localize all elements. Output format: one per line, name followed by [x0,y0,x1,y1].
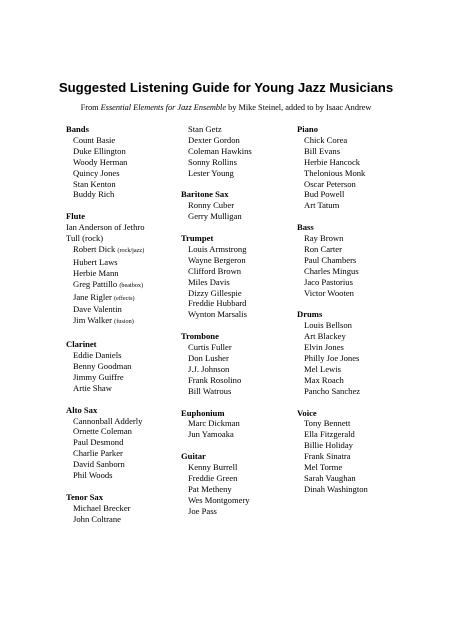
style-note: (effects) [114,294,135,302]
musician-name: Art Blackey [304,331,346,342]
musician-entry [66,135,172,146]
musician-entry [297,189,407,200]
musician-name: Elvin Jones [304,342,344,353]
musician-entry [66,470,172,481]
musician-entry [66,189,172,200]
musician-entry [66,146,172,157]
musician-name: Bud Powell [304,189,345,200]
musician-name: Oscar Peterson [304,178,356,189]
musician-name: Ray Brown [304,233,344,244]
musician-name: Marc Dickman [188,418,240,429]
section-heading: Trumpet [181,233,214,244]
musician-name: Billie Holiday [304,440,353,451]
musician-name: Thelonious Monk [304,167,366,178]
musician-name: Charlie Parker [73,448,123,459]
musician-name: Charles Mingus [304,265,359,276]
section-spacer [66,394,172,405]
musician-entry [297,473,407,484]
musician-name: Jim Walker [73,315,113,326]
musician-name: Woody Herman [73,156,128,167]
musician-entry [297,233,407,244]
section-spacer [181,179,285,190]
musician-entry [181,277,285,288]
musician-entry [297,462,407,473]
musician-entry [297,157,407,168]
musician-entry [297,331,407,342]
musician-entry [297,266,407,277]
subtitle-book-title: Essential Elements for Jazz Ensemble [100,103,227,112]
musician-entry [66,244,172,257]
musician-name: Jun Yamoaka [188,429,234,440]
musician-entry [66,179,172,190]
musician-name: Wes Montgomery [188,494,250,505]
musician-entry [66,350,172,361]
musician-entry [181,244,285,255]
musician-entry [66,268,172,279]
musician-name: David Sanborn [73,459,125,470]
section-spacer [297,397,407,408]
musician-entry [181,353,285,364]
musician-name: Herbie Mann [73,267,119,278]
musician-name: Philly Joe Jones [304,353,360,363]
musician-entry [181,255,285,266]
musician-name: Paul Desmond [73,437,124,448]
musician-entry [181,157,285,168]
musician-name: Benny Goodman [73,361,132,371]
musician-entry [297,484,407,495]
section-trumpet [181,233,285,320]
section-heading: Euphonium [181,407,225,418]
musician-entry [66,416,172,427]
musician-entry [297,364,407,375]
musician-name: Ornette Coleman [73,426,132,437]
musician-entry [297,440,407,451]
musician-name: Kenny Burrell [188,462,238,473]
musician-entry [181,342,285,353]
musician-name: Hubert Laws [73,256,118,267]
musician-entry [181,364,285,375]
section-voice [297,408,407,495]
musician-name: Jane Rigler [73,291,112,302]
musician-entry [66,168,172,179]
section-spacer [66,200,172,211]
musician-name: Mel Torme [304,462,343,473]
musician-name: Wayne Bergeron [188,254,246,265]
musician-name: Mel Lewis [304,363,341,374]
section-bands [66,124,172,200]
section-heading: Voice [297,407,317,418]
musician-name: Duke Ellington [73,145,126,156]
musician-name: Max Roach [304,374,344,385]
musician-name: Ron Carter [304,243,342,254]
musician-entry [181,462,285,473]
musician-name: Michael Brecker [73,502,131,513]
musician-entry [181,484,285,495]
section-euphonium [181,408,285,441]
musician-entry [66,383,172,394]
musician-name: Louis Bellson [304,320,352,331]
musician-entry [297,451,407,462]
musician-entry [181,266,285,277]
musician-entry [66,459,172,470]
musician-entry [297,288,407,299]
section-spacer [181,320,285,331]
musician-name: Pancho Sanchez [304,385,361,396]
musician-name: Ella Fitzgerald [304,429,355,440]
musician-entry [66,448,172,459]
musician-entry [181,418,285,429]
musician-name: Jimmy Guiffre [73,371,124,382]
musician-name: Count Basie [73,134,116,145]
section-heading: Drums [297,309,323,320]
subtitle-prefix: From [80,103,101,112]
musician-entry [297,244,407,255]
column-3 [297,124,407,495]
section-spacer [297,298,407,309]
musician-entry [297,277,407,288]
section-heading: Trombone [181,331,219,342]
musician-name: Dave Valentin [73,304,122,315]
musician-entry [297,320,407,331]
style-note: (rock/jazz) [117,246,145,254]
section-heading: Clarinet [66,339,97,350]
musician-entry [181,473,285,484]
musician-name: Phil Woods [73,470,113,481]
musician-name: Sonny Rollins [188,156,237,167]
section-heading: Piano [297,124,319,134]
musician-name: Art Tatum [304,200,340,211]
musician-entry [297,200,407,211]
musician-entry [297,168,407,179]
musician-name: Herbie Hancock [304,156,361,167]
musician-entry [297,353,407,364]
musician-entry [66,257,172,268]
musician-entry [181,135,285,146]
musician-name: Cannonball Adderly [73,415,143,426]
section-heading: Bass [297,222,314,233]
musician-entry [297,342,407,353]
musician-name: Victor Wooten [304,287,354,298]
musician-name: Bill Watrous [188,385,232,396]
section-spacer [181,440,285,451]
musician-entry [181,124,285,135]
musician-entry [181,309,285,320]
musician-name: John Coltrane [73,513,121,524]
musician-name: Chick Corea [304,134,348,145]
musician-entry [297,375,407,386]
musician-name: Stan Getz [188,124,222,134]
musician-entry [181,168,285,179]
subtitle-suffix: by Mike Steinel, added to by Isaac Andrew [226,103,372,112]
musician-name: Eddie Daniels [73,350,122,361]
musician-entry [66,437,172,448]
style-note: (beatbox) [119,281,144,289]
musician-entry [181,506,285,517]
musician-entry [181,146,285,157]
musician-name: Coleman Hawkins [188,145,252,156]
musician-name: Curtis Fuller [188,342,232,353]
musician-name: Freddie Hubbard [188,298,247,309]
musician-entry [297,418,407,429]
musician-name: Miles Davis [188,276,230,287]
musician-name: Don Lusher [188,352,229,363]
musician-name: Stan Kenton [73,178,116,189]
musician-name: Greg Pattillo [73,278,118,289]
musician-entry [66,514,172,525]
musician-entry [181,386,285,397]
musician-name: Jaco Pastorius [304,276,353,287]
section-spacer [66,481,172,492]
musician-entry [66,503,172,514]
musician-entry [66,315,172,328]
musician-name: J.J. Johnson [188,363,230,374]
musician-name: Artie Shaw [73,382,112,393]
musician-entry [297,255,407,266]
musician-entry [66,372,172,383]
musician-name: Dexter Gordon [188,134,240,145]
section-continued [181,124,285,179]
musician-name: Tull (rock) [66,233,104,244]
column-1 [66,124,172,525]
musician-name: Gerry Mulligan [188,211,242,222]
musician-name: Ian Anderson of Jethro [66,222,145,233]
musician-name: Ronny Cuber [188,200,235,211]
column-2 [181,124,285,517]
musician-entry [297,135,407,146]
musician-entry [297,429,407,440]
musician-entry [181,375,285,386]
section-baritone-sax [181,189,285,222]
musician-entry [66,222,172,233]
section-alto-sax [66,405,172,481]
section-tenor-sax [66,492,172,525]
section-spacer [181,222,285,233]
section-guitar [181,451,285,516]
musician-entry [181,288,285,299]
section-piano [297,124,407,211]
musician-name: Clifford Brown [188,265,242,276]
musician-name: Frank Sinatra [304,451,351,462]
musician-name: Buddy Rich [73,189,115,200]
musician-entry [66,279,172,292]
musician-entry [297,146,407,157]
musician-name: Robert Dick [73,243,116,254]
section-clarinet [66,339,172,394]
musician-entry [297,386,407,397]
musician-entry [181,495,285,506]
musician-name: Frank Rosolino [188,374,242,385]
document-subtitle [0,103,452,112]
musician-name: Sarah Vaughan [304,472,356,483]
musician-name: Paul Chambers [304,254,357,265]
musician-entry [66,426,172,437]
musician-name: Pat Metheny [188,483,232,494]
section-heading: Guitar [181,451,206,462]
musician-name: Freddie Green [188,472,238,483]
section-heading: Tenor Sax [66,491,104,502]
section-heading: Baritone Sax [181,189,229,200]
musician-name: Louis Armstrong [188,243,247,254]
style-note: (fusion) [114,318,134,326]
musician-name: Joe Pass [188,505,217,516]
section-heading: Alto Sax [66,404,98,415]
musician-entry [181,200,285,211]
section-bass [297,222,407,298]
musician-entry [66,304,172,315]
musician-name: Dizzy Gillespie [188,287,242,298]
section-spacer [181,397,285,408]
section-drums [297,309,407,396]
musician-entry [297,179,407,190]
musician-entry [66,361,172,372]
musician-entry [181,211,285,222]
musician-entry [181,429,285,440]
musician-name: Quincy Jones [73,167,120,178]
section-flute [66,211,172,328]
musician-name: Bill Evans [304,145,341,156]
musician-name: Wynton Marsalis [188,309,247,320]
musician-name: Dinah Washington [304,483,368,494]
document-title: Suggested Listening Guide for Young Jazz Musicians [58,80,394,95]
section-trombone [181,331,285,396]
section-heading: Bands [66,124,89,134]
musician-name: Tony Bennett [304,418,351,429]
section-spacer [66,328,172,339]
musician-name: Lester Young [188,167,234,178]
musician-entry [66,292,172,305]
musician-entry [66,233,172,244]
musician-entry [66,157,172,168]
musician-entry [181,298,285,309]
section-heading: Flute [66,211,86,222]
section-spacer [297,211,407,222]
